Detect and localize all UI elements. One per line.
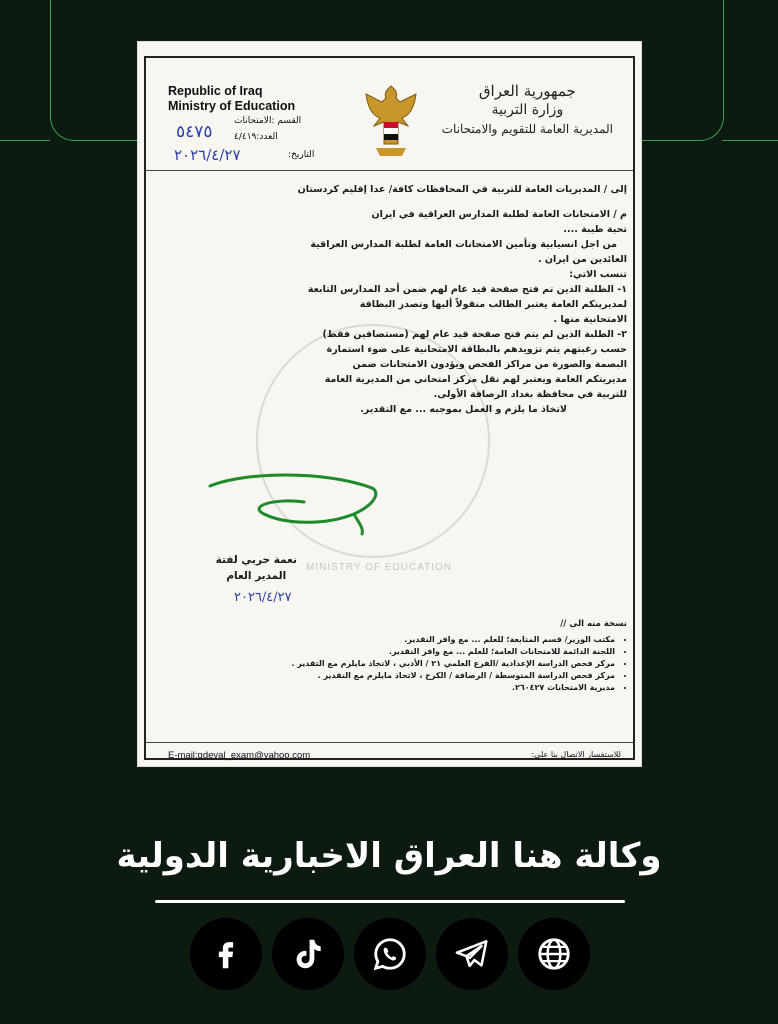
item2-line: البصمة والصورة من مراكز الفحص ويؤدون الامتحانات ضمن <box>352 359 627 370</box>
header-ar-country: جمهورية العراق <box>478 82 576 100</box>
cc-block <box>168 618 627 694</box>
telegram-icon <box>453 935 491 973</box>
cc-item: • اللجنة الدائمة للامتحانات العامة؛ للعلم ... مع وافر التقدير. <box>168 646 615 658</box>
item1-line: الامتحانية منها . <box>553 314 627 325</box>
document-image <box>138 42 641 766</box>
header-ar-directorate: المديرية العامة للتقويم والامتحانات <box>441 122 613 136</box>
handwritten-number: ٥٤٧٥ <box>176 122 213 142</box>
whatsapp-icon <box>371 935 409 973</box>
english-header <box>168 84 295 114</box>
cc-item: • مركز فحص الدراسة المتوسطة / الرصافة / الكرخ ، لاتخاذ مايلزم مع التقدير . <box>168 670 615 682</box>
signer-name: نعمة حربي لفتة <box>215 554 297 566</box>
item1-line: ١- الطلبة الذين تم فتح صفحة قيد عام لهم ضمن أحد المدارس التابعة <box>307 284 627 295</box>
cc-item: • مكتب الوزير/ قسم المتابعة؛ للعلم ... مع وافر التقدير. <box>168 634 615 646</box>
iraq-emblem-icon <box>362 80 420 166</box>
header-ar-ministry: وزارة التربية <box>491 102 564 118</box>
intro-line: من اجل انسيابية وتأمين الامتحانات العامة لطلبة المدارس العراقية <box>310 239 617 250</box>
whatsapp-button[interactable] <box>354 918 426 990</box>
greeting: تحية طيبة .... <box>563 224 627 235</box>
number-label: العدد:٤/٤١٩ <box>234 132 278 142</box>
agency-underline <box>155 900 625 903</box>
tiktok-icon <box>289 935 327 973</box>
facebook-icon <box>207 935 245 973</box>
header-ministry: Ministry of Education <box>168 99 296 113</box>
decorative-line <box>722 140 778 141</box>
closing-line: لاتخاذ ما يلزم و العمل بموجبه ... مع التقدير. <box>360 404 567 415</box>
item2-line: ٢- الطلبة الذين لم يتم فتح صفحة قيد عام لهم (مستضافين فقط) <box>322 329 627 340</box>
cc-title: نسخة منه الى // <box>560 619 627 629</box>
social-links <box>190 918 590 990</box>
signature-icon <box>204 468 384 548</box>
letter-body <box>152 182 627 417</box>
decision-line: تنسب الاتي: <box>569 269 627 280</box>
telegram-button[interactable] <box>436 918 508 990</box>
header-country: Republic of Iraq <box>168 84 263 98</box>
cc-item: • مركز فحص الدراسة الإعدادية /الفرع العلمي ٢١ / الأدبي ، لاتخاذ مايلزم مع التقدير . <box>168 658 615 670</box>
subject-line: م / الامتحانات العامة لطلبة المدارس العراقية في ايران <box>371 209 627 220</box>
website-button[interactable] <box>518 918 590 990</box>
handwritten-date: ٢٠٢٦/٤/٢٧ <box>174 146 241 164</box>
watermark-text: MINISTRY OF EDUCATION <box>306 562 453 573</box>
decorative-line <box>0 140 50 141</box>
item2-line: مديريتكم العامة ويعتبر لهم نقل مركز امتحاني من المديرية العامة <box>324 374 627 385</box>
cc-item: • مديرية الامتحانات ٢٦٠٤٢٧. <box>168 682 615 694</box>
item2-line: للتربية في محافظة بغداد الرصافة الأولى. <box>433 389 627 400</box>
section-label: القسم :الامتحانات <box>234 116 302 126</box>
footer-divider <box>146 742 633 743</box>
item2-line: حسب رغبتهم يتم تزويدهم بالبطاقة الامتحانية على ضوء استمارة <box>326 344 627 355</box>
footer-contact: للاستفسار الاتصال بنا على: <box>531 750 621 759</box>
item1-line: لمديريتكم العامة يعتبر الطالب منقولاً أليها وتصدر البطاقة <box>359 299 627 310</box>
agency-name: وكالة هنا العراق الاخبارية الدولية <box>116 836 662 876</box>
signer-title: المدير العام <box>226 570 287 582</box>
signer-block <box>216 552 297 584</box>
facebook-button[interactable] <box>190 918 262 990</box>
recipient-line: إلى / المديريات العامة للتربية في المحافظات كافة/ عدا إقليم كردستان <box>297 184 627 195</box>
tiktok-button[interactable] <box>272 918 344 990</box>
globe-icon <box>535 935 573 973</box>
intro-line: العائدين من ايران . <box>538 254 627 265</box>
footer-email: E-mail:gdeval_exam@yahoo.com <box>168 750 311 761</box>
cc-list <box>168 634 627 694</box>
signer-date: ٢٠٢٦/٤/٢٧ <box>234 590 292 605</box>
date-label: التاريخ: <box>288 150 315 160</box>
header-divider <box>146 170 633 171</box>
arabic-header <box>442 82 613 139</box>
